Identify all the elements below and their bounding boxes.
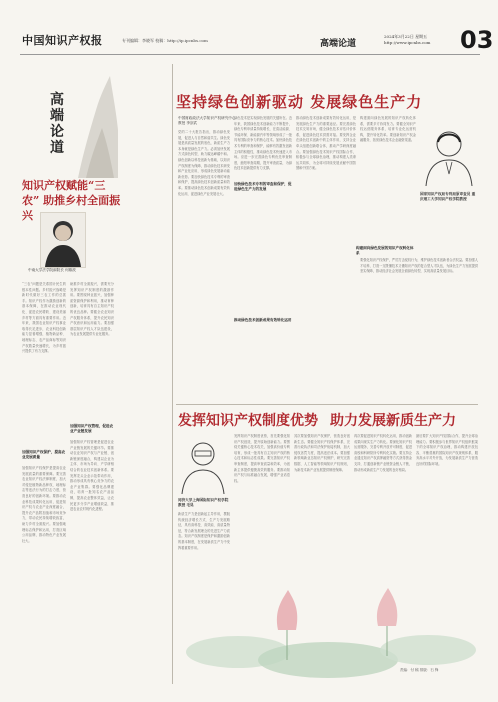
- second-headline-right: 助力发展新质生产力: [330, 413, 456, 429]
- column-divider: [172, 64, 173, 684]
- main-subhead-d: 构建面向绿色发展的知识产权转化体系: [356, 246, 414, 255]
- column-badge: [50, 92, 74, 156]
- side-author-caption: 中南大学法学院副院长 何雄波: [28, 268, 76, 272]
- main-body-col4: 构建面向绿色发展的知识产权转化体系，需要多方协同发力。要健全知识产权运营服务体系，培育专业化运营机构，提升转化效率。要创新知识产权金融服务，拓宽绿色技术企业融资渠道。: [360, 116, 416, 143]
- main-byline: 中国财政政法大学知识产权研究中心教授 李剑武: [178, 116, 236, 125]
- main-body-col3: 推动绿色技术创新成果有效转化运用，是发展绿色生产力的重要途径。要完善绿色技术交易市场，健全绿色技术评估评价体系，促进绿色技术供需对接。要发挥企业在绿色技术创新中的主体作用，支持企业牵头组建创新联合体，推动产学研深度融合。要加强绿色技术知识产权国际合作，积极参与全球绿色治理，推动构建人类命运共同体，为全球可持续发展贡献中国智慧和中国方案。: [296, 116, 356, 171]
- person-sketch-icon-2: [178, 434, 228, 494]
- ink-mountain-illustration: [76, 70, 120, 180]
- side-subhead-2: 加强知识产权管理，促进农业产业链发展: [70, 424, 114, 433]
- side-body-col2b: 加强知识产权管理是促进农业产业链发展的关键环节。要推动农业知识产权与产业链、创新链深度融合，构建以企业为主体、市场为导向、产学研相结合的农业技术创新体系。要发挥龙头企业示范带动作用，推动形成具有核心竞争力的农业产业集群。要强化品牌建设，培育一批知名农产品品牌，提高农业整体效益，让农民更多分享产业增值收益，推进农业农村现代化进程。: [70, 440, 114, 512]
- person-sketch-icon: [422, 122, 476, 186]
- site-url[interactable]: http://www.ipcnbs.com: [384, 40, 431, 45]
- second-body-col3: 其次要加强知识产权保护，营造良好创新生态。要健全知识产权保护体系，完善行政执法和司法保护衔接机制，加大侵权惩罚力度，提高违法成本。要加强新领域新业态知识产权保护，研究完善数据、人工智能等领域知识产权规则，为新技术新产业发展提供制度保障。: [294, 434, 350, 472]
- page-footer: 责编：付 稿 排版：石 锋: [400, 668, 439, 672]
- second-headline-left: 发挥知识产权制度优势: [178, 413, 318, 429]
- main-body-col4b: 要强化知识产权保护，严厉打击侵权行为，维护绿色技术创新者合法权益。要加强人才培养，打造一支既懂技术又懂知识产权的复合型人才队伍，为绿色生产力发展提供坚实保障，推动经济社会发展全面绿色转型，实现高质量发展目标。: [360, 258, 478, 274]
- editor-line: 专刊编辑：李晓军 校稿：http://ip.ipcnbs.com: [122, 38, 208, 43]
- column-badge-text: 高端论道: [50, 92, 64, 156]
- side-body-col2: 助推乡村全面振兴，需要充分发挥知识产权制度的激励作用。要围绕种业振兴，加强种质资源保护和利用，推动育种创新，培育具有自主知识产权的优良品种。要健全农业知识产权服务体系，提升农民知识产权意识和运用能力。要加强基层知识产权人才队伍建设，为农业发展提供专业化服务。: [70, 282, 114, 337]
- second-byline: 同济大学上海国际知识产权学院教授 毛昊: [178, 498, 229, 507]
- page-header: [20, 26, 494, 55]
- lotus-illustration: [178, 560, 478, 680]
- author-portrait-bottom: [178, 434, 228, 494]
- section-title: 高端论道: [320, 39, 357, 49]
- author-portrait-right: [422, 122, 476, 186]
- side-body-col1b: 加强知识产权保护是提高农业发展质量的重要保障。要完善农业知识产权法律制度，加大对侵犯植物新品种权、地理标志等违法行为的打击力度，营造良好的创新环境。要推动农业科技成果转化运用，促进知识产权与农业产业深度融合，提升农产品附加值和市场竞争力，带动农民持续增收致富，助力乡村全面振兴。要加强地理标志保护和运用，打造区域公用品牌，推动特色产业发展壮大。: [22, 466, 66, 543]
- dateline: [384, 34, 430, 46]
- side-headline: 知识产权赋能“三农” 助推乡村全面振兴: [22, 179, 121, 222]
- page-number: 03: [460, 26, 494, 54]
- person-icon: [41, 213, 85, 267]
- side-subhead-1: 加强知识产权保护，提高农业发展质量: [22, 450, 66, 459]
- main-body-col1: 党的二十大报告指出，推动绿色发展，促进人与自然和谐共生。绿色发展是高质量发展的底色，新质生产力本身就是绿色生产力。必须加快发展方式绿色转型，助力碳达峰碳中和。绿色创新以科技创新为基础，以知识产权制度为保障，推动绿色技术研发和产业化应用，形成绿色发展新动能新优势。要加快绿色技术专利的审查和保护，提高绿色技术创新质量和效率。要推动绿色技术创新成果有效转化运用，促进绿色产业发展壮大。: [178, 130, 230, 196]
- section-divider: [176, 404, 478, 405]
- right-author-caption: 国家知识产权局专利局原审查员 重庆理工大学知识产权学院教授: [420, 192, 476, 201]
- main-body-col2: 绿色技术是实现绿色发展的关键所在。近年来，我国绿色技术创新能力不断提升，绿色专利申请量持续增长，在清洁能源、节能环保、新能源汽车等领域形成了一批具有国际竞争力的核心技术。加快绿色技术专利的审查和保护，能够有效激发创新主体的积极性，推动绿色技术快速进入市场。应进一步完善绿色专利优先审查制度，缩短审查周期，提升审查质量，为绿色技术创新提供有力支撑。: [234, 116, 292, 171]
- main-headline: 坚持绿色创新驱动 发展绿色生产力: [176, 93, 423, 111]
- newspaper-logo: 中国知识产权报: [22, 34, 103, 47]
- second-body-col5: 最后要扩大知识产权国际合作，提升全球治理能力。要积极参与世界知识产权组织框架下的全球知识产权治理，推动构建开放包容、平衡普惠的国际知识产权规则体系，服务高水平对外开放，为发展新质生产力营造良好的国际环境。: [416, 434, 478, 466]
- author-portrait-left: [40, 212, 86, 268]
- second-body-col4: 再次要促进知识产权转化运用，推动创新成果向现实生产力转化。要深化知识产权运营服务，完善专利开放许可制度，促进高校和科研院所专利转化实施。要支持企业通过知识产权质押融资等方式获得资金支持，打通创新链产业链资金链人才链，推动形成新质生产力发展的良好格局。: [354, 434, 412, 472]
- main-subhead-c: 推动绿色技术创新成果有效转化运用: [234, 318, 292, 322]
- main-subhead-b: 加快绿色技术专利的审查和保护，促进绿色生产力的发展: [234, 182, 292, 191]
- issue-date: 2024年3月22日 星期五: [384, 34, 428, 39]
- second-body-col1: 新质生产力是创新起主导作用，摆脱传统经济增长方式、生产力发展路径，具有高科技、高效能、高质量特征，符合新发展理念的先进生产力质态。知识产权制度是保护和激励创新的基本制度，在发展新质生产力中发挥着重要作用。: [178, 512, 230, 550]
- second-body-col2: 发挥知识产权制度优势，首先要强化知识产权创造，提升原始创新能力。要围绕关键核心技术攻关，加强高价值专利培育，形成一批具有自主知识产权的核心技术和标志性成果。要完善知识产权审查制度，提高审查质量和效率，为创新主体提供便捷高效的服务。要推动知识产权与标准融合发展，增强产业话语权。: [234, 434, 290, 483]
- side-body-col1: “三农”问题是关系国计民生的根本性问题。乡村振兴战略是新时代做好三农工作的总抓手。知识产权作为激励创新的基本保障，在推动农业现代化、促进农民增收、建设美丽乡村等方面具有重要作用。近年来，我国农业知识产权事业取得长足进步，农业科技创新能力显著增强，植物新品种、地理标志、农产品商标等知识产权数量快速增长，为乡村振兴提供了有力支撑。: [22, 282, 66, 354]
